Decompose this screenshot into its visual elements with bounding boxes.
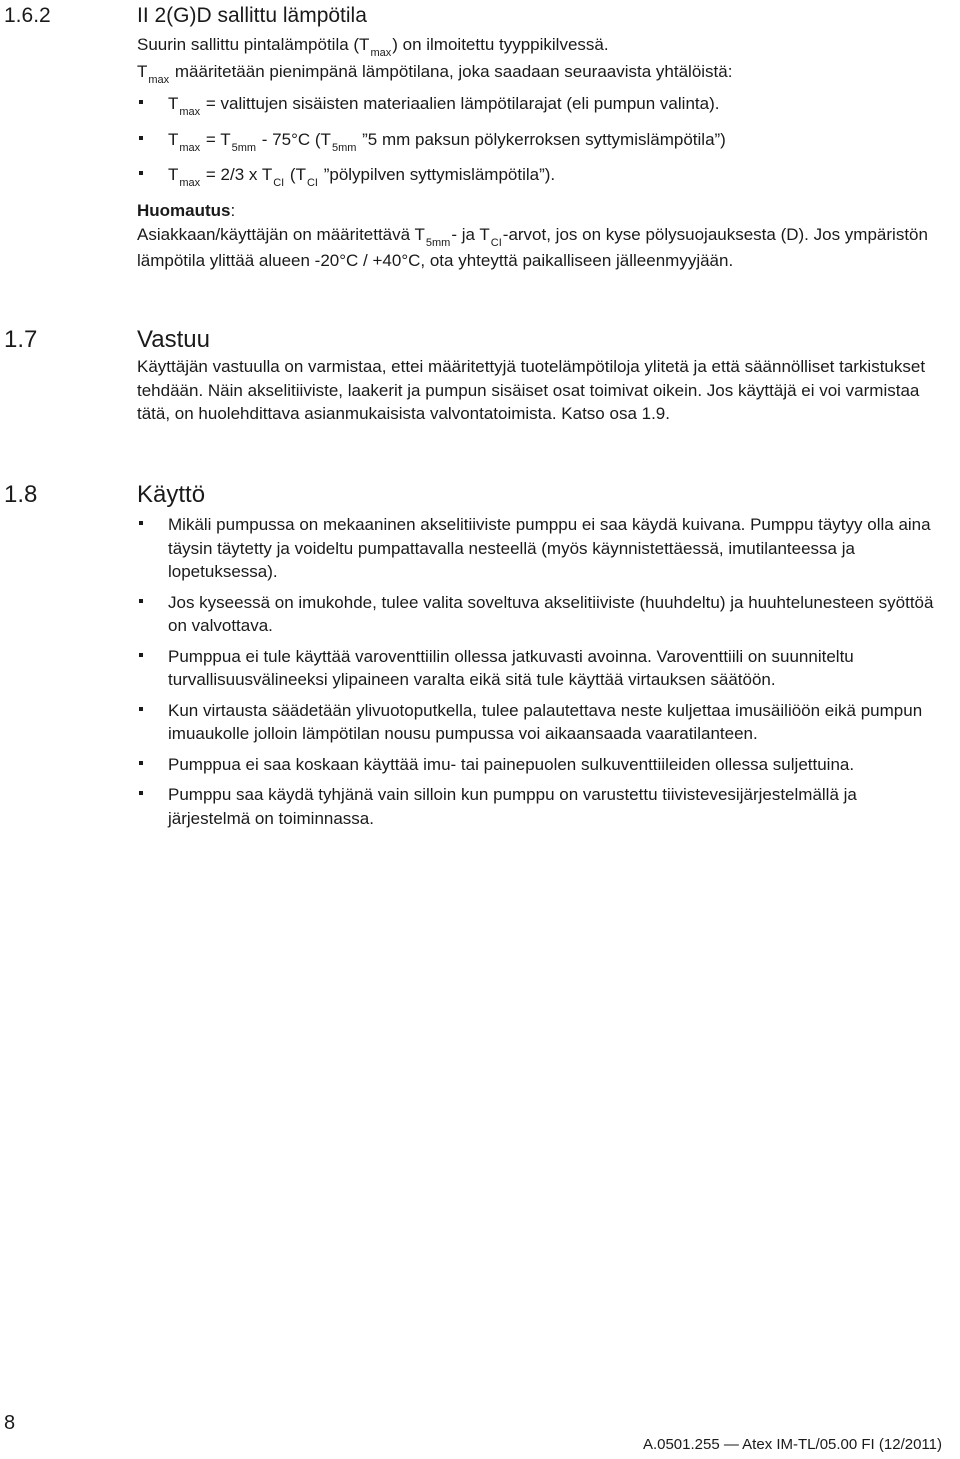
bullet-icon: [139, 653, 143, 657]
section-title: Vastuu: [137, 326, 210, 353]
list-item: $T_{max}$ = valittujen sisäisten materiaalien lämpötilarajat (eli pumpun valinta).: [137, 92, 937, 119]
list-item: Pumppua ei saa koskaan käyttää imu- tai painepuolen sulkuventtiileiden ollessa suljettuina.: [137, 753, 937, 777]
bullet-icon: [139, 136, 143, 140]
bullet-icon: [139, 707, 143, 711]
bullet-icon: [139, 761, 143, 765]
list-item: Jos kyseessä on imukohde, tulee valita soveltuva akselitiiviste (huuhdeltu) ja huuhtelunesteen syöttöä on valvottava.: [137, 591, 937, 638]
list-item: Kun virtausta säädetään ylivuotoputkella, tulee palautettava neste kuljettaa imusäiliöön eikä pumpun imuaukolle jolloin lämpötilan nousu pumpussa voi aikaansaada vaaratilanteen.: [137, 699, 937, 746]
bullet-icon: [139, 171, 143, 175]
section-1-7-body: [137, 355, 937, 426]
list-item: $T_{max} = 2/3$ x $T_{CI}$ ($T_{CI}$ ”pölypilven syttymislämpötila”).: [137, 163, 937, 190]
bullet-icon: [139, 521, 143, 525]
bullet-icon: [139, 599, 143, 603]
page-number: 8: [4, 1412, 16, 1434]
section-number: 1.8: [4, 481, 38, 508]
document-reference: A.0501.255 — Atex IM-TL/05.00 FI (12/2011): [642, 1436, 942, 1453]
section-title: Käyttö: [137, 481, 206, 508]
bullet-icon: [139, 100, 143, 104]
note-block: [137, 199, 937, 273]
list-item: Pumppu saa käydä tyhjänä vain silloin kun pumppu on varustettu tiivistevesijärjestelmällä ja järjestelmä on toiminnassa.: [137, 783, 937, 830]
intro-paragraph: Suurin sallittu pintalämpötila $(T_{max})$ on ilmoitettu tyyppikilvessä.: [137, 35, 609, 59]
section-title: II 2(G)D sallittu lämpötila: [137, 4, 367, 27]
bullet-icon: [139, 791, 143, 795]
usage-bullet-list: [137, 513, 937, 837]
note-text: Asiakkaan/käyttäjän on määritettävä $T_{5mm}-$ ja $T_{CI}$-arvot, jos on kyse pölysuojauksesta (D). Jos ympäristön lämpötila ylittää alueen -20°C / +40°C, ota yhteyttä paikalliseen jälleenmyyjään.: [137, 224, 928, 270]
responsibility-text: Käyttäjän vastuulla on varmistaa, ettei määritettyjä tuotelämpötiloja ylitetä ja että säännölliset tarkistukset tehdään. Näin akselitiiviste, laakerit ja pumpun sisäiset osat toimivat oikein. Jos käyttäjä ei voi varmistaa tätä, on huolehdittava asianmukaisista valvontatoimista. Katso osa 1.9.: [137, 357, 926, 423]
tmax-definition: $T_{max}$ määritetään pienimpänä lämpötilana, joka saadaan seuraavista yhtälöistä:: [137, 61, 733, 86]
section-number: 1.7: [4, 326, 38, 353]
list-item: Mikäli pumpussa on mekaaninen akselitiiviste pumppu ei saa käydä kuivana. Pumppu täytyy olla aina täysin täytetty ja voideltu pumpattavalla nesteellä (myös käynnistettäessä, imutilanteessa ja lopetuksessa).: [137, 513, 937, 584]
section-number: 1.6.2: [4, 4, 51, 27]
list-item: Pumppua ei tule käyttää varoventtiilin ollessa jatkuvasti avoinna. Varoventtiili on suunniteltu turvallisuusvälineeksi ylipaineen varalta eikä sitä tule käyttää virtauksen säätöön.: [137, 645, 937, 692]
list-item: $T_{max} = T_{5mm} - 75^\circ C$ ($T_{5mm}$ ”5 mm paksun pölykerroksen syttymislämpötila”): [137, 128, 937, 155]
note-heading: Huomautus:: [137, 201, 236, 220]
section-1-6-2-body: [137, 33, 937, 190]
